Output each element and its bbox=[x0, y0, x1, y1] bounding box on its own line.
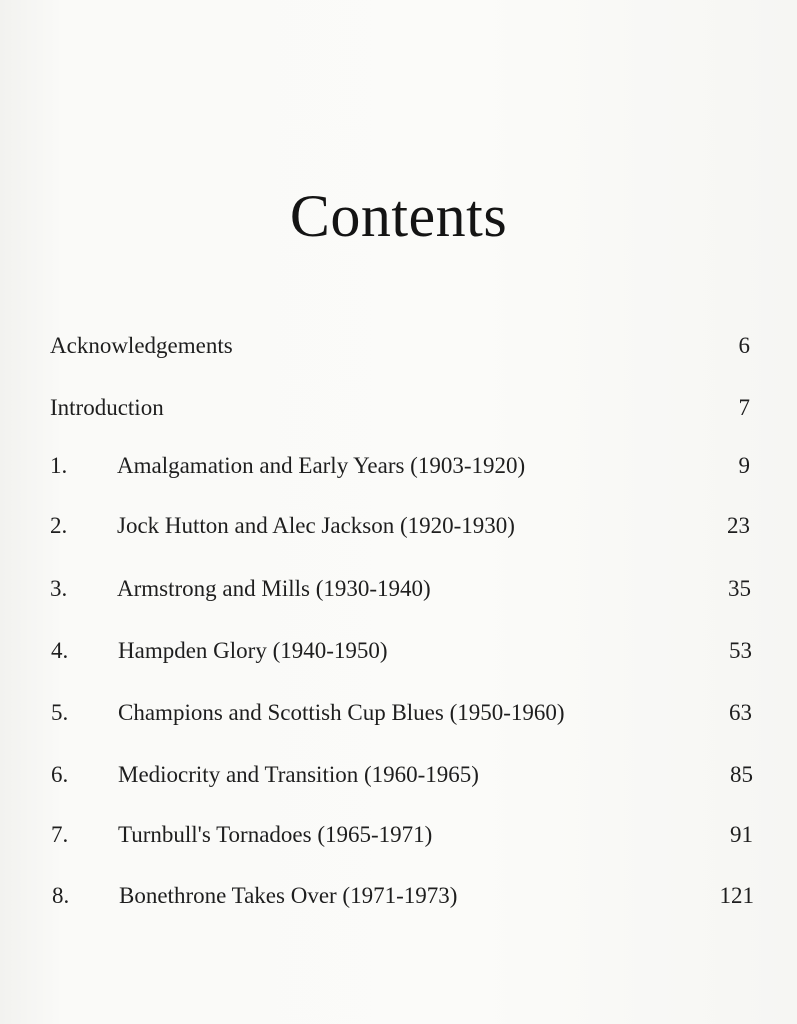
toc-entry-title: Turnbull's Tornadoes (1965-1971) bbox=[118, 822, 433, 847]
toc-entry-title: Bonethrone Takes Over (1971-1973) bbox=[119, 883, 458, 908]
toc-entry-page: 121 bbox=[719, 883, 754, 908]
toc-entry-title: Introduction bbox=[50, 395, 164, 420]
toc-entry-chapter-8[interactable] bbox=[52, 883, 754, 923]
toc-entry-number: 4. bbox=[51, 638, 69, 663]
page-title: Contents bbox=[289, 183, 508, 249]
toc-entry-number: 7. bbox=[51, 822, 69, 847]
toc-entry-title: Jock Hutton and Alec Jackson (1920-1930) bbox=[117, 513, 515, 538]
toc-entry-page: 53 bbox=[729, 638, 752, 663]
toc-entry-title: Mediocrity and Transition (1960-1965) bbox=[118, 762, 479, 787]
toc-entry-page: 23 bbox=[727, 513, 750, 538]
toc-entry-chapter-3[interactable] bbox=[50, 576, 751, 616]
toc-entry-number: 3. bbox=[50, 576, 68, 601]
toc-entry-chapter-4[interactable] bbox=[51, 638, 752, 678]
toc-entry-title: Champions and Scottish Cup Blues (1950-1960) bbox=[118, 700, 565, 725]
toc-entry-number: 8. bbox=[52, 883, 70, 908]
toc-entry-title: Acknowledgements bbox=[50, 333, 233, 358]
toc-entry-title: Armstrong and Mills (1930-1940) bbox=[117, 576, 431, 601]
toc-entry-number: 2. bbox=[50, 513, 68, 538]
toc-entry-page: 63 bbox=[729, 700, 752, 725]
toc-entry-page: 9 bbox=[738, 453, 750, 478]
toc-entry-chapter-1[interactable] bbox=[50, 453, 750, 493]
toc-entry-chapter-6[interactable] bbox=[51, 762, 753, 802]
toc-entry-number: 6. bbox=[51, 762, 69, 787]
toc-entry-page: 35 bbox=[728, 576, 751, 601]
toc-entry-title: Hampden Glory (1940-1950) bbox=[118, 638, 388, 663]
toc-entry-title: Amalgamation and Early Years (1903-1920) bbox=[117, 453, 526, 478]
toc-entry-chapter-2[interactable] bbox=[50, 513, 750, 553]
toc-entry-page: 7 bbox=[738, 395, 750, 420]
toc-entry-introduction[interactable] bbox=[50, 395, 750, 435]
toc-entry-number: 5. bbox=[51, 700, 69, 725]
toc-entry-page: 6 bbox=[738, 333, 750, 358]
toc-entry-acknowledgements[interactable] bbox=[50, 333, 750, 373]
toc-entry-chapter-5[interactable] bbox=[51, 700, 752, 740]
toc-entry-page: 91 bbox=[730, 822, 753, 847]
toc-entry-chapter-7[interactable] bbox=[51, 822, 753, 862]
toc-entry-page: 85 bbox=[730, 762, 753, 787]
toc-entry-number: 1. bbox=[50, 453, 68, 478]
